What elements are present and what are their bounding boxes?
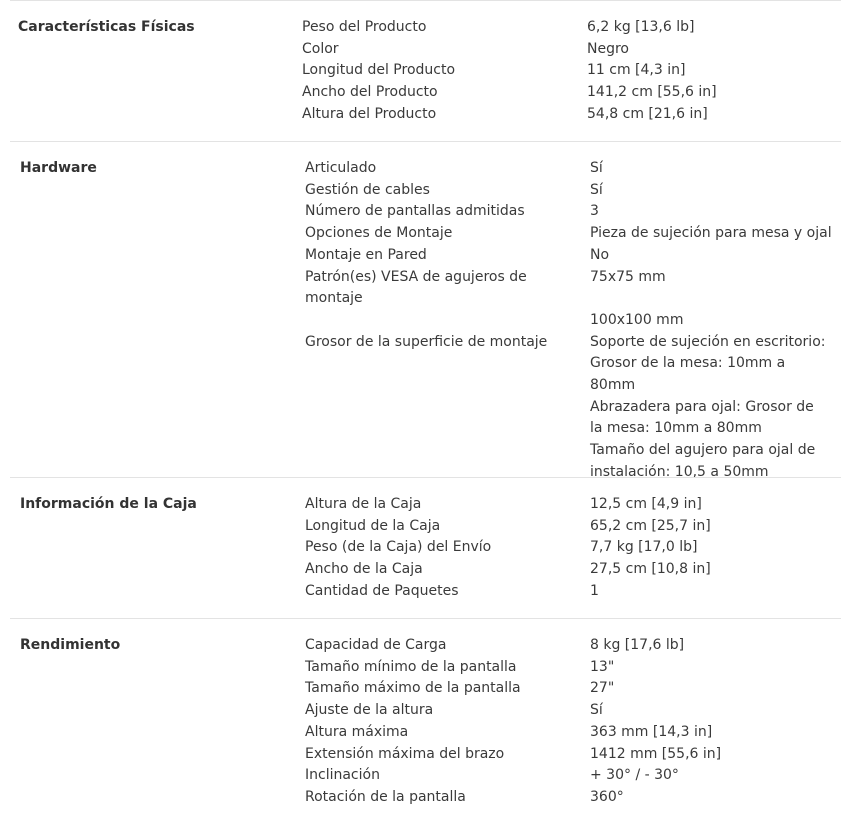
spec-value-line: 8 kg [17,6 lb] <box>590 637 685 653</box>
spec-value-line: 3 <box>590 203 599 220</box>
spec-label: Cantidad de Paquetes <box>305 582 459 599</box>
spec-label: Color <box>302 40 339 57</box>
spec-value-line: + 30° / - 30° <box>590 767 679 784</box>
spec-value <box>587 17 827 39</box>
spec-row <box>302 82 827 104</box>
spec-row <box>305 744 830 766</box>
spec-value <box>590 700 830 722</box>
spec-rows <box>305 635 830 809</box>
spec-value <box>587 60 827 82</box>
spec-value <box>590 332 830 484</box>
spec-value-line: Sí <box>590 702 603 719</box>
spec-row <box>302 39 827 61</box>
spec-row <box>305 245 850 267</box>
spec-label: Gestión de cables <box>305 181 430 198</box>
spec-value-line: 7,7 kg [17,0 lb] <box>590 539 698 556</box>
spec-value <box>590 180 830 202</box>
spec-row <box>302 104 827 126</box>
spec-label: Extensión máxima del brazo <box>305 745 505 762</box>
spec-value <box>590 267 830 332</box>
section-title: Información de la Caja <box>20 496 197 512</box>
spec-section-performance <box>10 618 841 823</box>
spec-value <box>590 158 830 180</box>
spec-label: Opciones de Montaje <box>305 225 453 242</box>
section-title: Hardware <box>20 160 97 176</box>
spec-row <box>305 700 830 722</box>
spec-value <box>590 559 830 581</box>
spec-section-physical <box>10 0 841 141</box>
spec-row <box>305 765 830 787</box>
spec-value <box>587 104 827 126</box>
spec-section-hardware <box>10 141 841 480</box>
spec-row <box>302 17 827 39</box>
spec-value-line: Soporte de sujeción en escritorio: Grosor de la mesa: 10mm a 80mm <box>590 333 826 394</box>
section-title: Características Físicas <box>18 19 195 35</box>
spec-value <box>590 722 830 744</box>
spec-value-line: 1 <box>590 582 599 599</box>
spec-value-line: 13" <box>590 658 615 675</box>
spec-row <box>305 678 830 700</box>
spec-label: Peso (de la Caja) del Envío <box>305 539 492 556</box>
spec-label: Articulado <box>305 160 377 176</box>
spec-row <box>305 787 830 809</box>
spec-row <box>305 267 850 332</box>
spec-label: Longitud de la Caja <box>305 517 441 534</box>
spec-value-line: Negro <box>587 40 629 57</box>
spec-label: Tamaño máximo de la pantalla <box>305 680 521 697</box>
spec-row <box>305 581 830 603</box>
spec-row <box>305 201 850 223</box>
spec-value-line: 12,5 cm [4,9 in] <box>590 496 702 512</box>
spec-value-line: 1412 mm [55,6 in] <box>590 745 722 762</box>
spec-value-line: 75x75 mm <box>590 268 666 285</box>
spec-label: Peso del Producto <box>302 19 427 35</box>
spec-label: Tamaño mínimo de la pantalla <box>305 658 517 675</box>
spec-label: Montaje en Pared <box>305 246 427 263</box>
spec-value-line: Tamaño del agujero para ojal de instalación: 10,5 a 50mm <box>590 442 816 480</box>
spec-row <box>302 60 827 82</box>
spec-value <box>590 494 830 516</box>
section-title: Rendimiento <box>20 637 121 653</box>
spec-value <box>590 678 830 700</box>
spec-row <box>305 722 830 744</box>
spec-value <box>590 537 830 559</box>
spec-rows <box>305 494 830 603</box>
spec-row <box>305 559 830 581</box>
spec-row <box>305 180 850 202</box>
spec-value <box>590 201 830 223</box>
spec-section-box <box>10 477 841 618</box>
spec-value <box>590 657 830 679</box>
spec-label: Patrón(es) VESA de agujeros de montaje <box>305 268 527 307</box>
spec-value <box>587 82 827 104</box>
spec-value-line: 6,2 kg [13,6 lb] <box>587 19 695 35</box>
spec-row <box>305 158 850 180</box>
spec-label: Rotación de la pantalla <box>305 788 466 805</box>
spec-value <box>590 516 830 538</box>
spec-label: Ancho de la Caja <box>305 561 423 578</box>
spec-value-line: 54,8 cm [21,6 in] <box>587 105 708 122</box>
spec-value-line: Pieza de sujeción para mesa y ojal <box>590 225 832 242</box>
spec-label: Inclinación <box>305 767 380 784</box>
spec-label: Altura máxima <box>305 723 409 740</box>
spec-value-line: 27" <box>590 680 615 697</box>
spec-rows <box>305 158 850 484</box>
spec-label: Ajuste de la altura <box>305 702 434 719</box>
spec-value-line: 11 cm [4,3 in] <box>587 62 686 79</box>
spec-value <box>587 39 827 61</box>
spec-value-line: Sí <box>590 160 603 176</box>
spec-value <box>590 765 830 787</box>
spec-label: Capacidad de Carga <box>305 637 447 653</box>
spec-value-line: 141,2 cm [55,6 in] <box>587 84 717 101</box>
spec-value-line: 363 mm [14,3 in] <box>590 723 713 740</box>
spec-value-line: 27,5 cm [10,8 in] <box>590 561 711 578</box>
spec-row <box>305 332 850 484</box>
spec-value-line: 65,2 cm [25,7 in] <box>590 517 711 534</box>
spec-value <box>590 787 830 809</box>
spec-label: Altura del Producto <box>302 105 437 122</box>
spec-row <box>305 657 830 679</box>
spec-label: Grosor de la superficie de montaje <box>305 333 548 350</box>
spec-value <box>590 635 830 657</box>
spec-value-line: Sí <box>590 181 603 198</box>
spec-value <box>590 581 830 603</box>
spec-label: Número de pantallas admitidas <box>305 203 525 220</box>
spec-row <box>305 516 830 538</box>
spec-label: Altura de la Caja <box>305 496 422 512</box>
spec-value-line <box>590 288 830 310</box>
spec-value <box>590 223 850 245</box>
spec-value-line: Abrazadera para ojal: Grosor de la mesa: 10mm a 80mm <box>590 398 814 437</box>
spec-value <box>590 744 830 766</box>
spec-row <box>305 635 830 657</box>
spec-value-line: 360° <box>590 788 624 805</box>
spec-row <box>305 223 850 245</box>
spec-value <box>590 245 830 267</box>
spec-row <box>305 537 830 559</box>
spec-row <box>305 494 830 516</box>
spec-label: Longitud del Producto <box>302 62 456 79</box>
spec-value-line: 100x100 mm <box>590 311 684 328</box>
spec-value-line: No <box>590 246 610 263</box>
spec-label: Ancho del Producto <box>302 84 438 101</box>
spec-rows <box>302 17 827 126</box>
